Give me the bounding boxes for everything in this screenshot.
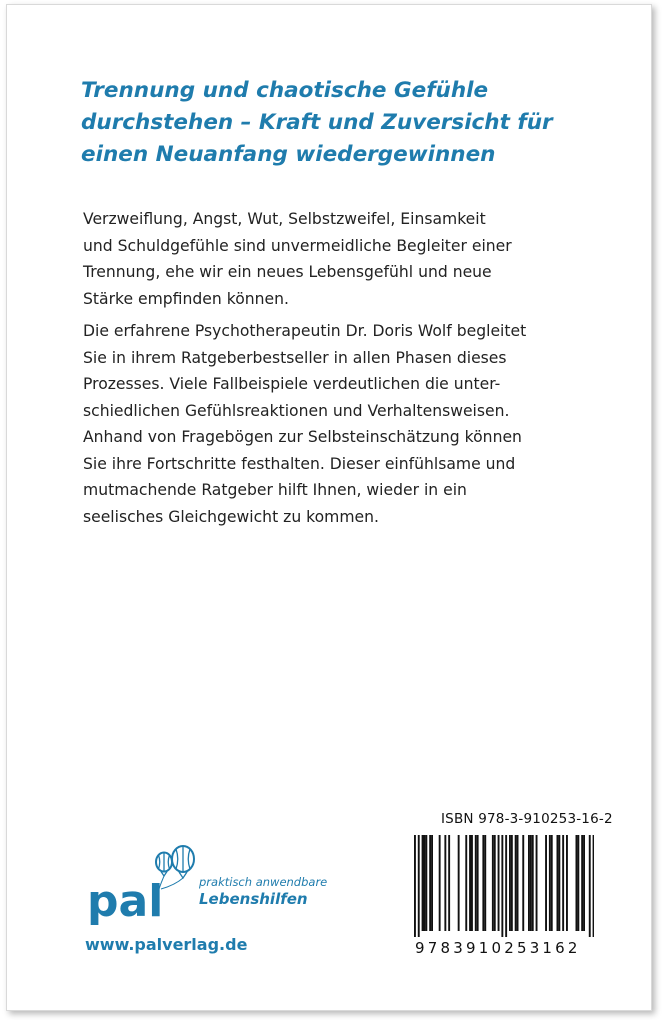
headline-line-3: einen Neuanfang wiedergewinnen: [81, 142, 496, 167]
barcode-bar: [444, 835, 446, 931]
barcode-bar: [557, 835, 559, 931]
barcode-bar: [484, 835, 486, 931]
barcode-bar: [583, 835, 585, 931]
barcode-bar: [482, 835, 484, 931]
barcode-bar: [576, 835, 578, 931]
barcode-bar: [469, 835, 471, 931]
barcode-bar: [515, 835, 517, 931]
barcode-bar: [425, 835, 427, 931]
paragraph-1-line: Trennung, ehe wir ein neues Lebensgefühl und neue: [83, 263, 492, 281]
barcode-bar: [589, 835, 591, 937]
barcode-bar: [511, 835, 513, 931]
headline-line-2: durchstehen – Kraft und Zuversicht für: [81, 110, 553, 135]
pal-wordmark: pal: [87, 876, 164, 925]
barcode-bar: [439, 835, 441, 931]
paragraph-2-line: Die erfahrene Psychotherapeutin Dr. Doris Wolf begleitet: [83, 322, 527, 340]
barcode-bar: [517, 835, 519, 931]
paragraph-2-line: Prozesses. Viele Fallbeispiele verdeutlichen die unter-: [83, 375, 501, 393]
publisher-tagline: [199, 875, 327, 909]
barcode-bar: [581, 835, 583, 931]
barcode-bar: [431, 835, 433, 931]
barcode-bar: [577, 835, 579, 931]
barcode-bar: [501, 835, 503, 937]
barcode-bar: [549, 835, 551, 931]
barcode-bar: [475, 835, 477, 931]
barcode-bar: [477, 835, 479, 931]
barcode-bar: [509, 835, 511, 931]
paragraph-2-line: Sie in ihrem Ratgeberbestseller in allen Phasen dieses: [83, 348, 507, 367]
barcode-bar: [498, 835, 500, 931]
barcode-bar: [532, 835, 534, 931]
barcode-bar: [414, 835, 416, 937]
barcode-bar: [458, 835, 460, 931]
barcode-bar: [422, 835, 424, 931]
headline: [81, 75, 641, 171]
barcode-digits: 9783910253162: [415, 939, 581, 957]
barcode-bar: [536, 835, 538, 931]
paragraph-2-line: Sie ihre Fortschritte festhalten. Dieser einfühlsame und: [83, 454, 516, 473]
paragraph-1-line: Verzweiflung, Angst, Wut, Selbstzweifel, Einsamkeit: [83, 210, 486, 228]
barcode-bar: [429, 835, 431, 931]
publisher-url[interactable]: www.palverlag.de: [85, 935, 248, 954]
barcode-bar: [424, 835, 426, 931]
paragraph-2-line: seelisches Gleichgewicht zu kommen.: [83, 507, 379, 526]
barcode-bar: [492, 835, 494, 931]
paragraph-2-line: schiedlichen Gefühlsreaktionen und Verhaltensweisen.: [83, 401, 510, 420]
barcode-bar: [471, 835, 473, 931]
tagline-line-2: Lebenshilfen: [199, 890, 308, 908]
headline-line-1: Trennung und chaotische Gefühle: [81, 78, 489, 103]
barcode-bar: [448, 835, 450, 931]
barcode-bar: [593, 835, 594, 937]
paragraph-2-line: Anhand von Fragebögen zur Selbsteinschätzung können: [83, 428, 522, 446]
paragraph-2-line: mutmachende Ratgeber hilft Ihnen, wieder in ein: [83, 481, 467, 499]
barcode-bar: [551, 835, 553, 931]
paragraph-1-line: Stärke empfinden können.: [83, 289, 289, 308]
barcode-bar: [494, 835, 496, 931]
isbn-label: ISBN 978-3-910253-16-2: [441, 811, 613, 827]
barcode-icon: [412, 835, 594, 937]
paragraph-1-line: und Schuldgefühle sind unvermeidliche Begleiter einer: [83, 236, 512, 255]
barcode-bar: [522, 835, 524, 931]
body-paragraph-2: [83, 318, 583, 530]
barcode-bar: [530, 835, 532, 931]
book-back-cover: [6, 4, 652, 1011]
barcode-bar: [418, 835, 420, 937]
barcode-bar: [566, 835, 568, 931]
barcode-bar: [558, 835, 560, 931]
barcode-bar: [562, 835, 564, 931]
tagline-line-1: praktisch anwendbare: [199, 875, 328, 889]
pal-logo: [87, 843, 197, 925]
barcode-bar: [545, 835, 547, 931]
barcode-bar: [528, 835, 530, 931]
barcode-bar: [465, 835, 467, 931]
barcode-bar: [505, 835, 507, 937]
body-paragraph-1: [83, 206, 583, 312]
